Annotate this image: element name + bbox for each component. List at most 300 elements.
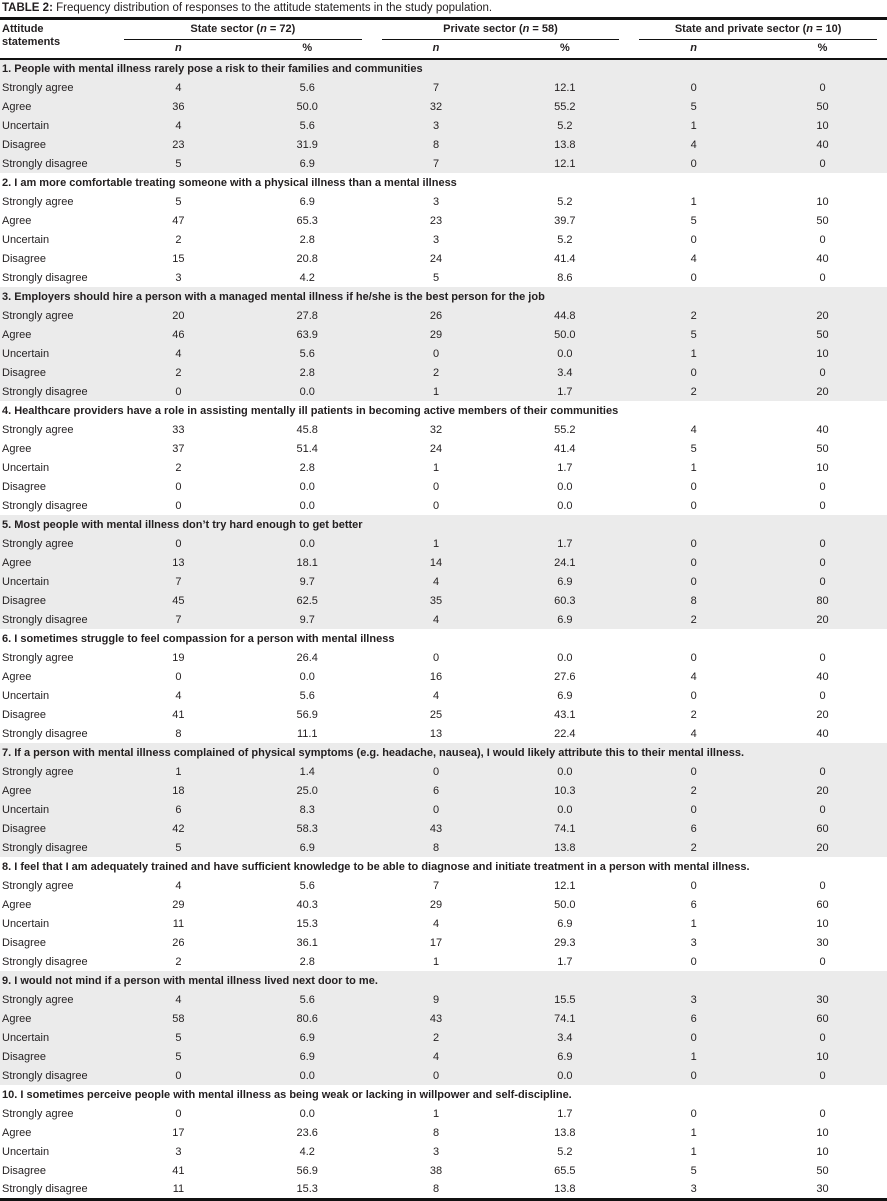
table-caption-label: TABLE 2: bbox=[2, 2, 53, 14]
value-cell: 6 bbox=[372, 781, 501, 800]
value-cell: 0.0 bbox=[299, 480, 315, 493]
table-row bbox=[0, 154, 887, 173]
value-cell: 6.9 bbox=[243, 154, 372, 173]
table-row bbox=[0, 686, 887, 705]
value-cell: 7 bbox=[432, 879, 440, 892]
value-cell: 45 bbox=[114, 591, 243, 610]
value-cell: 41 bbox=[172, 708, 185, 721]
value-cell: 30 bbox=[816, 936, 829, 949]
value-cell: 0.0 bbox=[557, 480, 573, 493]
subheader-pct-private: % bbox=[559, 42, 570, 54]
group-header-row bbox=[0, 19, 887, 41]
table-row bbox=[0, 363, 887, 382]
value-cell: 0 bbox=[690, 879, 697, 892]
value-cell: 0 bbox=[819, 233, 826, 246]
value-cell: 0 bbox=[690, 955, 697, 968]
value-cell: 23 bbox=[429, 214, 443, 227]
value-cell: 5.6 bbox=[299, 879, 315, 892]
value-cell: 0 bbox=[758, 154, 887, 173]
value-cell: 0 bbox=[372, 762, 501, 781]
column-group-state-sector-label bbox=[124, 20, 362, 40]
value-cell: 4 bbox=[114, 344, 243, 363]
value-cell: 1 bbox=[432, 1107, 440, 1120]
value-cell: 41.4 bbox=[554, 252, 576, 265]
value-cell: 10 bbox=[758, 116, 887, 135]
value-cell: 13.8 bbox=[500, 135, 629, 154]
value-cell: 20 bbox=[816, 708, 829, 721]
table-row bbox=[0, 78, 887, 97]
value-cell: 3 bbox=[175, 1145, 182, 1158]
value-cell: 6 bbox=[629, 819, 758, 838]
statement-row bbox=[0, 857, 887, 876]
value-cell: 0 bbox=[114, 534, 243, 553]
response-label: Agree bbox=[2, 214, 32, 227]
value-cell: 0 bbox=[629, 534, 758, 553]
value-cell: 35 bbox=[372, 591, 501, 610]
value-cell: 0.0 bbox=[299, 499, 315, 512]
value-cell: 2.8 bbox=[299, 955, 315, 968]
response-label: Agree bbox=[2, 1126, 32, 1139]
value-cell: 56.9 bbox=[296, 1164, 318, 1177]
table-row bbox=[0, 135, 887, 154]
table-row bbox=[0, 382, 887, 401]
value-cell: 0 bbox=[175, 499, 182, 512]
value-cell: 0.0 bbox=[299, 1107, 315, 1120]
statement-row bbox=[0, 401, 887, 420]
value-cell: 1 bbox=[690, 461, 697, 474]
value-cell: 5 bbox=[114, 1028, 243, 1047]
value-cell: 0 bbox=[432, 651, 440, 664]
table-row bbox=[0, 1123, 887, 1142]
response-label: Strongly agree bbox=[0, 762, 114, 781]
value-cell: 3 bbox=[629, 990, 758, 1009]
response-label: Uncertain bbox=[2, 1145, 50, 1158]
column-group-private-sector-label bbox=[382, 20, 620, 40]
value-cell: 3 bbox=[175, 271, 182, 284]
response-label: Disagree bbox=[0, 1047, 114, 1066]
value-cell: 41.4 bbox=[554, 442, 576, 455]
response-label: Disagree bbox=[0, 591, 114, 610]
value-cell: 3 bbox=[432, 1145, 440, 1158]
value-cell: 0 bbox=[629, 553, 758, 572]
response-label: Agree bbox=[0, 97, 114, 116]
value-cell: 1.7 bbox=[500, 534, 629, 553]
value-cell: 13.8 bbox=[554, 1182, 576, 1195]
table-row bbox=[0, 458, 887, 477]
value-cell: 32 bbox=[429, 423, 443, 436]
value-cell: 8 bbox=[432, 1182, 440, 1195]
value-cell: 0 bbox=[629, 1028, 758, 1047]
value-cell: 2 bbox=[629, 382, 758, 401]
value-cell: 2 bbox=[629, 610, 758, 629]
value-cell: 10 bbox=[816, 461, 829, 474]
response-label: Uncertain bbox=[2, 689, 50, 702]
response-label: Strongly agree bbox=[0, 306, 114, 325]
value-cell: 41 bbox=[172, 1164, 185, 1177]
value-cell: 4 bbox=[690, 670, 697, 683]
statement-text: 10. I sometimes perceive people with mental illness as being weak or lacking in willpower and self-discipline. bbox=[2, 1088, 572, 1101]
value-cell: 0 bbox=[819, 651, 826, 664]
table-row bbox=[0, 306, 887, 325]
value-cell: 4 bbox=[175, 689, 182, 702]
value-cell: 0 bbox=[432, 499, 440, 512]
value-cell: 0 bbox=[758, 1066, 887, 1085]
value-cell: 0 bbox=[629, 572, 758, 591]
value-cell: 0 bbox=[690, 689, 697, 702]
subheader-n-state bbox=[114, 40, 243, 59]
group-label-text: State sector ( bbox=[190, 23, 261, 35]
statement-text: 6. I sometimes struggle to feel compassion for a person with mental illness bbox=[2, 632, 395, 645]
value-cell: 4 bbox=[175, 879, 182, 892]
value-cell: 37 bbox=[172, 442, 185, 455]
value-cell: 3.4 bbox=[500, 1028, 629, 1047]
value-cell: 15.3 bbox=[296, 917, 318, 930]
value-cell: 0.0 bbox=[243, 382, 372, 401]
value-cell: 40 bbox=[816, 252, 829, 265]
response-label: Strongly disagree bbox=[0, 382, 114, 401]
value-cell: 20 bbox=[758, 781, 887, 800]
subheader-pct-state-private: % bbox=[817, 42, 828, 54]
value-cell: 10 bbox=[758, 1047, 887, 1066]
value-cell: 11 bbox=[172, 1182, 185, 1195]
value-cell: 43 bbox=[372, 1009, 501, 1028]
value-cell: 5 bbox=[629, 97, 758, 116]
table-row bbox=[0, 933, 887, 952]
value-cell: 2 bbox=[114, 363, 243, 382]
group-label-n: n bbox=[522, 23, 530, 35]
value-cell: 0 bbox=[690, 651, 697, 664]
statement-text: 5. Most people with mental illness don’t try hard enough to get better bbox=[0, 515, 887, 534]
table-row bbox=[0, 1009, 887, 1028]
value-cell: 6.9 bbox=[243, 838, 372, 857]
value-cell: 5.2 bbox=[500, 116, 629, 135]
value-cell: 18.1 bbox=[243, 553, 372, 572]
value-cell: 20 bbox=[114, 306, 243, 325]
value-cell: 4 bbox=[629, 135, 758, 154]
value-cell: 6.9 bbox=[500, 572, 629, 591]
response-label: Uncertain bbox=[0, 344, 114, 363]
value-cell: 4 bbox=[690, 727, 697, 740]
value-cell: 0 bbox=[175, 1107, 182, 1120]
value-cell: 30 bbox=[758, 990, 887, 1009]
value-cell: 80.6 bbox=[243, 1009, 372, 1028]
value-cell: 60 bbox=[816, 898, 829, 911]
value-cell: 14 bbox=[372, 553, 501, 572]
value-cell: 6.9 bbox=[243, 1028, 372, 1047]
value-cell: 1 bbox=[114, 762, 243, 781]
table-row bbox=[0, 819, 887, 838]
value-cell: 1.7 bbox=[557, 1107, 573, 1120]
response-label: Uncertain bbox=[2, 461, 50, 474]
value-cell: 1 bbox=[629, 1047, 758, 1066]
value-cell: 8 bbox=[372, 838, 501, 857]
value-cell: 0.0 bbox=[243, 1066, 372, 1085]
response-label: Strongly disagree bbox=[2, 1182, 88, 1195]
value-cell: 29.3 bbox=[554, 936, 576, 949]
value-cell: 17 bbox=[429, 936, 443, 949]
value-cell: 0 bbox=[629, 363, 758, 382]
table-row bbox=[0, 1028, 887, 1047]
statement-row bbox=[0, 287, 887, 306]
value-cell: 0 bbox=[758, 553, 887, 572]
statement-text: 3. Employers should hire a person with a managed mental illness if he/she is the best person for the job bbox=[0, 287, 887, 306]
value-cell: 0 bbox=[819, 1107, 826, 1120]
value-cell: 40 bbox=[816, 727, 829, 740]
value-cell: 32 bbox=[372, 97, 501, 116]
value-cell: 0 bbox=[819, 480, 826, 493]
table-row bbox=[0, 724, 887, 743]
response-label: Agree bbox=[2, 442, 32, 455]
value-cell: 7 bbox=[372, 154, 501, 173]
table-row bbox=[0, 1104, 887, 1123]
value-cell: 55.2 bbox=[500, 97, 629, 116]
value-cell: 50.0 bbox=[500, 325, 629, 344]
value-cell: 50.0 bbox=[243, 97, 372, 116]
value-cell: 74.1 bbox=[500, 819, 629, 838]
value-cell: 3 bbox=[690, 936, 697, 949]
value-cell: 2.8 bbox=[299, 233, 315, 246]
value-cell: 1.7 bbox=[500, 382, 629, 401]
value-cell: 9 bbox=[372, 990, 501, 1009]
value-cell: 0 bbox=[819, 499, 826, 512]
value-cell: 1 bbox=[690, 1126, 697, 1139]
value-cell: 74.1 bbox=[500, 1009, 629, 1028]
value-cell: 1 bbox=[690, 917, 697, 930]
value-cell: 29 bbox=[172, 898, 185, 911]
table-row bbox=[0, 781, 887, 800]
table-row bbox=[0, 192, 887, 211]
value-cell: 0 bbox=[690, 271, 697, 284]
value-cell: 0 bbox=[758, 534, 887, 553]
value-cell: 9.7 bbox=[243, 610, 372, 629]
response-label: Disagree bbox=[0, 363, 114, 382]
value-cell: 13.8 bbox=[554, 1126, 576, 1139]
value-cell: 4.2 bbox=[299, 271, 315, 284]
value-cell: 0 bbox=[758, 78, 887, 97]
value-cell: 1 bbox=[432, 955, 440, 968]
value-cell: 43.1 bbox=[554, 708, 576, 721]
value-cell: 5.6 bbox=[243, 78, 372, 97]
value-cell: 29 bbox=[429, 898, 443, 911]
value-cell: 4 bbox=[114, 78, 243, 97]
value-cell: 26.4 bbox=[296, 651, 318, 664]
value-cell: 40.3 bbox=[296, 898, 318, 911]
value-cell: 44.8 bbox=[500, 306, 629, 325]
value-cell: 5.6 bbox=[243, 116, 372, 135]
value-cell: 2 bbox=[690, 708, 697, 721]
value-cell: 36.1 bbox=[296, 936, 318, 949]
value-cell: 1 bbox=[690, 1145, 697, 1158]
value-cell: 0 bbox=[758, 363, 887, 382]
value-cell: 10 bbox=[816, 1126, 829, 1139]
value-cell: 1 bbox=[629, 344, 758, 363]
table-row bbox=[0, 116, 887, 135]
table-row bbox=[0, 97, 887, 116]
value-cell: 5 bbox=[629, 325, 758, 344]
value-cell: 63.9 bbox=[243, 325, 372, 344]
n-label: n bbox=[432, 42, 440, 54]
value-cell: 27.6 bbox=[554, 670, 576, 683]
value-cell: 40 bbox=[816, 670, 829, 683]
response-label: Disagree bbox=[0, 819, 114, 838]
response-label: Strongly agree bbox=[0, 990, 114, 1009]
table-row bbox=[0, 249, 887, 268]
response-label: Strongly disagree bbox=[2, 271, 88, 284]
value-cell: 4 bbox=[114, 116, 243, 135]
value-cell: 26 bbox=[172, 936, 185, 949]
value-cell: 0 bbox=[629, 762, 758, 781]
table-row bbox=[0, 230, 887, 249]
value-cell: 0 bbox=[629, 1066, 758, 1085]
value-cell: 0 bbox=[114, 1066, 243, 1085]
response-label: Uncertain bbox=[2, 233, 50, 246]
value-cell: 0 bbox=[372, 344, 501, 363]
response-label: Strongly agree bbox=[0, 78, 114, 97]
value-cell: 5 bbox=[690, 442, 697, 455]
value-cell: 0 bbox=[758, 1028, 887, 1047]
value-cell: 12.1 bbox=[500, 154, 629, 173]
subheader-n-state-private bbox=[629, 40, 758, 59]
table-row bbox=[0, 876, 887, 895]
table-row bbox=[0, 211, 887, 230]
value-cell: 26 bbox=[372, 306, 501, 325]
value-cell: 23 bbox=[114, 135, 243, 154]
value-cell: 6.9 bbox=[557, 689, 573, 702]
value-cell: 0.0 bbox=[500, 800, 629, 819]
response-label: Strongly disagree bbox=[2, 955, 88, 968]
value-cell: 50 bbox=[816, 214, 829, 227]
value-cell: 20.8 bbox=[296, 252, 318, 265]
value-cell: 0.0 bbox=[299, 670, 315, 683]
value-cell: 31.9 bbox=[243, 135, 372, 154]
response-label: Agree bbox=[0, 553, 114, 572]
response-label: Disagree bbox=[0, 135, 114, 154]
value-cell: 24 bbox=[429, 442, 443, 455]
table-row bbox=[0, 477, 887, 496]
response-label: Uncertain bbox=[0, 572, 114, 591]
value-cell: 8 bbox=[432, 1126, 440, 1139]
value-cell: 5.2 bbox=[557, 195, 573, 208]
value-cell: 36 bbox=[114, 97, 243, 116]
value-cell: 11.1 bbox=[296, 727, 318, 740]
value-cell: 20 bbox=[758, 306, 887, 325]
value-cell: 3 bbox=[432, 233, 440, 246]
response-label: Strongly disagree bbox=[2, 727, 88, 740]
value-cell: 20 bbox=[758, 382, 887, 401]
value-cell: 4 bbox=[372, 572, 501, 591]
value-cell: 0 bbox=[690, 1107, 697, 1120]
value-cell: 18 bbox=[114, 781, 243, 800]
column-group-private-sector bbox=[372, 19, 630, 41]
value-cell: 2.8 bbox=[243, 363, 372, 382]
value-cell: 0 bbox=[175, 480, 182, 493]
statement-text: 9. I would not mind if a person with mental illness lived next door to me. bbox=[0, 971, 887, 990]
value-cell: 6 bbox=[690, 898, 697, 911]
response-label: Uncertain bbox=[0, 800, 114, 819]
table-row bbox=[0, 1066, 887, 1085]
subheader-n-private bbox=[372, 40, 501, 59]
value-cell: 2 bbox=[372, 363, 501, 382]
group-label-value: = 10) bbox=[813, 23, 842, 35]
group-label-text: State and private sector ( bbox=[674, 23, 807, 35]
statement-row bbox=[0, 59, 887, 78]
value-cell: 65.3 bbox=[296, 214, 318, 227]
value-cell: 47 bbox=[172, 214, 185, 227]
value-cell: 0.0 bbox=[500, 1066, 629, 1085]
value-cell: 56.9 bbox=[296, 708, 318, 721]
response-label: Uncertain bbox=[0, 116, 114, 135]
response-label: Strongly disagree bbox=[0, 1066, 114, 1085]
n-label: n bbox=[175, 42, 182, 54]
table-row bbox=[0, 762, 887, 781]
value-cell: 58 bbox=[114, 1009, 243, 1028]
table-row bbox=[0, 572, 887, 591]
value-cell: 8 bbox=[629, 591, 758, 610]
value-cell: 0 bbox=[629, 154, 758, 173]
value-cell: 1 bbox=[372, 382, 501, 401]
table-row bbox=[0, 439, 887, 458]
value-cell: 3 bbox=[690, 1182, 697, 1195]
response-label: Strongly agree bbox=[2, 1107, 74, 1120]
statement-text: 8. I feel that I am adequately trained and have sufficient knowledge to be able to diagnose and initiate treatment in a person with mental illness. bbox=[2, 860, 750, 873]
value-cell: 4 bbox=[432, 689, 440, 702]
response-label: Strongly disagree bbox=[0, 838, 114, 857]
value-cell: 6 bbox=[114, 800, 243, 819]
subheader-row bbox=[0, 40, 887, 59]
value-cell: 5 bbox=[114, 1047, 243, 1066]
value-cell: 0.0 bbox=[243, 534, 372, 553]
value-cell: 0 bbox=[819, 689, 826, 702]
value-cell: 0 bbox=[758, 572, 887, 591]
response-label: Disagree bbox=[2, 708, 47, 721]
response-label: Uncertain bbox=[2, 917, 50, 930]
value-cell: 5 bbox=[690, 214, 697, 227]
value-cell: 60.3 bbox=[500, 591, 629, 610]
value-cell: 0.0 bbox=[557, 651, 573, 664]
value-cell: 24 bbox=[429, 252, 443, 265]
value-cell: 29 bbox=[372, 325, 501, 344]
value-cell: 13.8 bbox=[500, 838, 629, 857]
value-cell: 51.4 bbox=[296, 442, 318, 455]
value-cell: 0 bbox=[690, 499, 697, 512]
value-cell: 4 bbox=[432, 917, 440, 930]
table-row bbox=[0, 1142, 887, 1161]
value-cell: 8 bbox=[372, 135, 501, 154]
column-group-state-sector bbox=[114, 19, 372, 41]
value-cell: 0.0 bbox=[500, 762, 629, 781]
value-cell: 4 bbox=[372, 610, 501, 629]
value-cell: 0 bbox=[819, 879, 826, 892]
value-cell: 1 bbox=[372, 534, 501, 553]
response-label: Agree bbox=[0, 325, 114, 344]
statement-row bbox=[0, 971, 887, 990]
value-cell: 5 bbox=[175, 195, 182, 208]
value-cell: 1 bbox=[629, 116, 758, 135]
value-cell: 25 bbox=[429, 708, 443, 721]
response-label: Agree bbox=[0, 1009, 114, 1028]
value-cell: 23.6 bbox=[296, 1126, 318, 1139]
table-row bbox=[0, 800, 887, 819]
value-cell: 3 bbox=[432, 195, 440, 208]
value-cell: 50 bbox=[758, 97, 887, 116]
value-cell: 19 bbox=[172, 651, 185, 664]
value-cell: 7 bbox=[114, 610, 243, 629]
value-cell: 2 bbox=[629, 306, 758, 325]
value-cell: 1.7 bbox=[557, 461, 573, 474]
value-cell: 7 bbox=[114, 572, 243, 591]
value-cell: 0 bbox=[758, 800, 887, 819]
value-cell: 10 bbox=[758, 344, 887, 363]
